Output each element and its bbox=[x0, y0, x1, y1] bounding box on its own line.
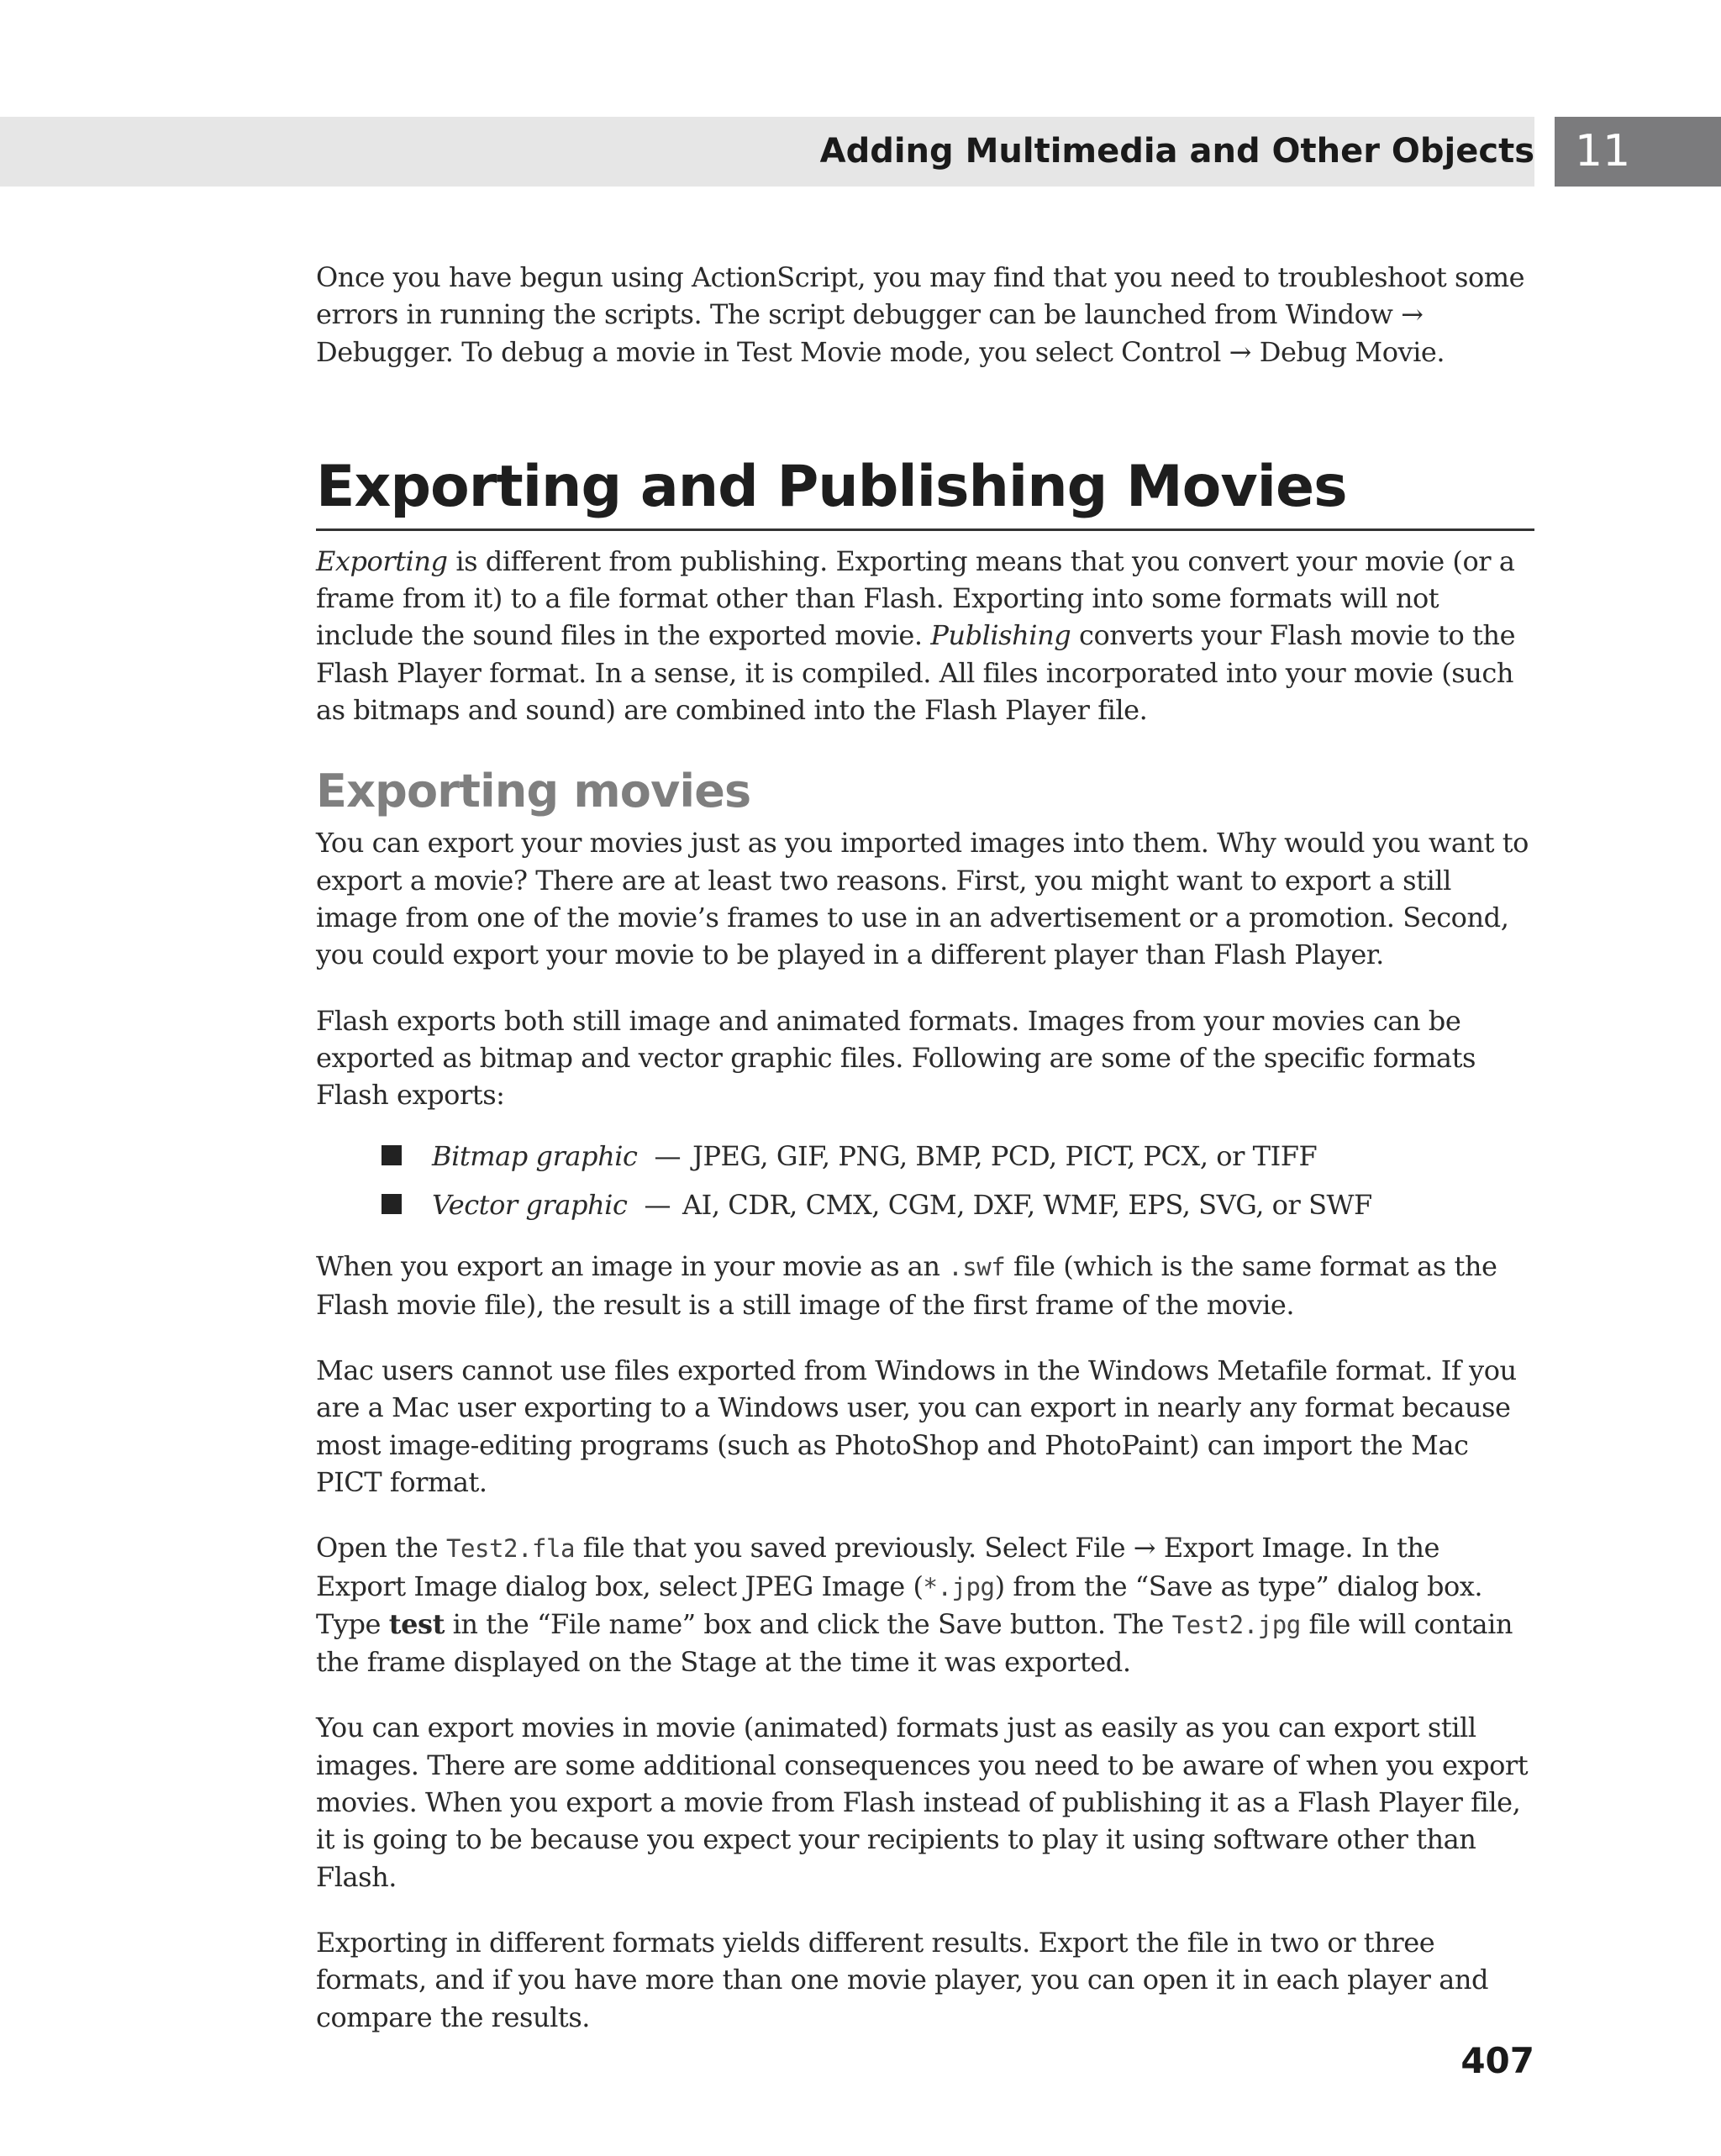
term-publishing: Publishing bbox=[930, 619, 1071, 652]
subsection-paragraph-6: You can export movies in movie (animated) formats just as easily as you can export still images. There are some additional consequences you need to be aware of when you export movies. When you export a movie from Flash instead of publishing it as a Flash Player file, it is going to be because you expect your recipients to play it using software other than Flash. bbox=[316, 1712, 1529, 1893]
list-item: Vector graphic — AI, CDR, CMX, CGM, DXF, WMF, EPS, SVG, or SWF bbox=[316, 1181, 1534, 1229]
section-paragraph-1: Exporting is different from publishing. Exporting means that you convert your movie (or a frame from it) to a file format other than Flash. Exporting into some formats will not include the sound files in the exported movie. Publishing converts your Flash movie to the Flash Player format. In a sense, it is compiled. All files incorporated into your movie (such as bitmaps and sound) are combined into the Flash Player file. bbox=[316, 544, 1516, 727]
section-heading: Exporting and Publishing Movies bbox=[316, 451, 1534, 531]
running-header-title: Adding Multimedia and Other Objects bbox=[819, 132, 1534, 171]
square-bullet-icon bbox=[382, 1145, 402, 1165]
subsection-paragraph-2: Flash exports both still image and animated formats. Images from your movies can be exported as bitmap and vector graphic files. Following are some of the specific formats Flash exports: bbox=[316, 1004, 1476, 1112]
list-item: Bitmap graphic — JPEG, GIF, PNG, BMP, PCD, PICT, PCX, or TIFF bbox=[316, 1132, 1534, 1181]
subsection-paragraph-3: When you export an image in your movie as an .swf file (which is the same format as the Flash movie file), the result is a still image of the first frame of the movie. bbox=[316, 1250, 1497, 1321]
subsection-paragraph-5: Open the Test2.fla file that you saved previously. Select File → Export Image. In the Export Image dialog box, select JPEG Image (*.jpg) from the “Save as type” dialog box. Type test in the “File name” box and click the Save button. The Test2.jpg file will contain the frame displayed on the Stage at the time it was exported. bbox=[316, 1532, 1513, 1679]
subsection-paragraph-1: You can export your movies just as you imported images into them. Why would you want to export a movie? There are at least two reasons. First, you might want to export a still image from one of the movie’s frames to use in an advertisement or a promotion. Second, you could export your movie to be played in a different player than Flash Player. bbox=[316, 827, 1529, 971]
page-number: 407 bbox=[1460, 2040, 1534, 2081]
format-list bbox=[316, 1132, 1534, 1229]
subsection-paragraph-7: Exporting in different formats yields different results. Export the file in two or three formats, and if you have more than one movie player, you can open it in each player and compare the results. bbox=[316, 1926, 1489, 2033]
chapter-number: 11 bbox=[1575, 126, 1631, 176]
page-body bbox=[316, 259, 1534, 2036]
term-exporting: Exporting bbox=[316, 544, 448, 577]
subsection-heading: Exporting movies bbox=[316, 765, 751, 818]
square-bullet-icon bbox=[382, 1194, 402, 1214]
subsection-paragraph-4: Mac users cannot use files exported from Windows in the Windows Metafile format. If you are a Mac user exporting to a Windows user, you can export in nearly any format because most image-editing programs (such as PhotoShop and PhotoPaint) can import the Mac PICT format. bbox=[316, 1354, 1517, 1498]
intro-paragraph: Once you have begun using ActionScript, you may find that you need to troubleshoot some errors in running the scripts. The script debugger can be launched from Window → Debugger. To debug a movie in Test Movie mode, you select Control → Debug Movie. bbox=[316, 261, 1525, 368]
